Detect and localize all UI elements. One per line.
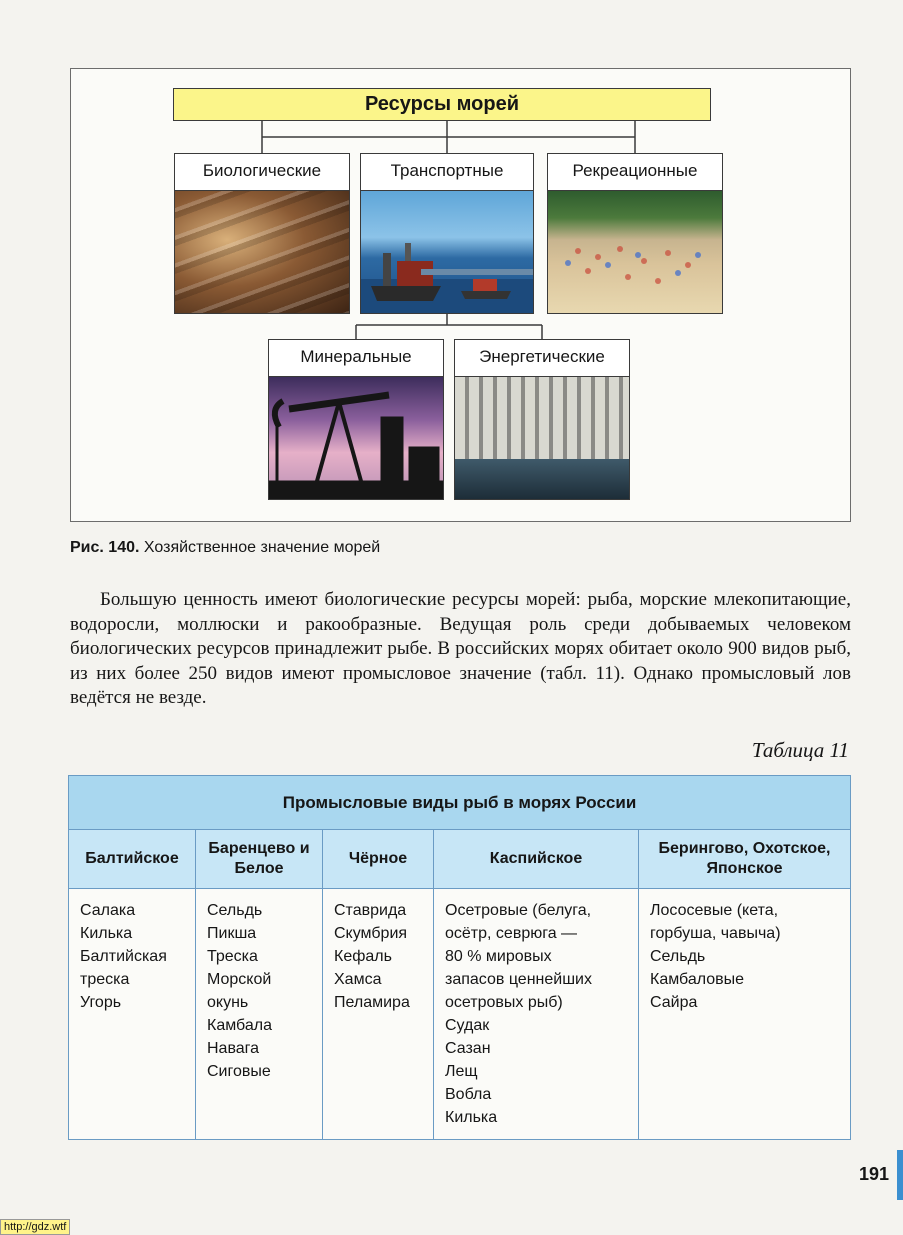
header-caspian: Каспийское xyxy=(434,830,639,889)
tidal-power-plant-photo xyxy=(455,377,629,499)
fish-item: запасов ценнейших xyxy=(445,971,592,988)
fish-item: Сазан xyxy=(445,1040,491,1057)
ship-icon xyxy=(361,191,533,313)
cell-barents-white xyxy=(196,889,323,1140)
fish-item: Лещ xyxy=(445,1063,478,1080)
fish-item: Килька xyxy=(80,925,133,942)
fish-item: Ставрида xyxy=(334,902,407,919)
fish-item: Сельдь xyxy=(207,902,263,919)
fish-item: Камбаловые xyxy=(650,971,745,988)
oil-pump-icon xyxy=(269,377,443,499)
fish-item: Сельдь xyxy=(650,948,706,965)
node-biological xyxy=(174,153,350,314)
node-label: Биологические xyxy=(175,154,349,191)
node-mineral xyxy=(268,339,444,500)
fish-item: Пикша xyxy=(207,925,257,942)
oil-pump-photo xyxy=(269,377,443,499)
fish-item: Килька xyxy=(445,1109,498,1126)
fish-item: горбуша, чавыча) xyxy=(650,925,781,942)
figure-number: Рис. 140. xyxy=(70,539,140,556)
table-row xyxy=(69,889,851,1140)
node-recreational xyxy=(547,153,723,314)
fish-item: Угорь xyxy=(80,994,122,1011)
cell-black xyxy=(323,889,434,1140)
fish-photo xyxy=(175,191,349,313)
fish-item: Пеламира xyxy=(334,994,410,1011)
fish-item: Салака xyxy=(80,902,136,919)
fish-item: Вобла xyxy=(445,1086,492,1103)
node-label: Рекреационные xyxy=(548,154,722,191)
fish-species-table xyxy=(68,775,851,1140)
fish-item: Навага xyxy=(207,1040,260,1057)
fish-item: Лососевые (кета, xyxy=(650,902,779,919)
fish-item: Скумбрия xyxy=(334,925,408,942)
figure-caption xyxy=(70,539,380,557)
beach-photo xyxy=(548,191,722,313)
header-far-east: Берингово, Охотское, Японское xyxy=(639,830,851,889)
figure-caption-text: Хозяйственное значение морей xyxy=(143,539,381,556)
body-paragraph: Большую ценность имеют биологические ресурсы морей: рыба, морские млекопитающие, водоросли, моллюски и ракообразные. Ведущая роль среди добываемых человеком биологических ресурсов принадлежит рыбе. В российских морях обитает около 900 видов рыб, из них более 250 видов имеют промысловое значение (табл. 11). Однако промысловый лов ведётся не везде. xyxy=(70,589,851,708)
ship-photo xyxy=(361,191,533,313)
table-header-row xyxy=(69,830,851,889)
fish-item: Сайра xyxy=(650,994,698,1011)
fish-item: 80 % мировых xyxy=(445,948,552,965)
node-transport xyxy=(360,153,534,314)
diagram-title: Ресурсы морей xyxy=(173,88,711,121)
fish-item: Кефаль xyxy=(334,948,392,965)
fish-item: осётр, севрюга — xyxy=(445,925,578,942)
fish-item: окунь xyxy=(207,994,249,1011)
cell-caspian xyxy=(434,889,639,1140)
cell-far-east xyxy=(639,889,851,1140)
fish-item: Осетровые (белуга, xyxy=(445,902,592,919)
site-link-badge[interactable]: http://gdz.wtf xyxy=(0,1219,70,1235)
node-label: Транспортные xyxy=(361,154,533,191)
fish-item: Треска xyxy=(207,948,258,965)
header-black: Чёрное xyxy=(323,830,434,889)
table-label: Таблица 11 xyxy=(751,738,849,762)
header-barents-white: Баренцево и Белое xyxy=(196,830,323,889)
fish-item: Балтийская xyxy=(80,948,167,965)
node-label: Энергетические xyxy=(455,340,629,377)
fish-item: осетровых рыб) xyxy=(445,994,563,1011)
fish-item: Камбала xyxy=(207,1017,272,1034)
fish-item: треска xyxy=(80,971,130,988)
page-number: 191 xyxy=(858,1164,889,1184)
fish-item: Морской xyxy=(207,971,272,988)
page-accent-bar xyxy=(897,1150,903,1200)
node-label: Минеральные xyxy=(269,340,443,377)
node-energy xyxy=(454,339,630,500)
figure-sea-resources xyxy=(70,68,851,522)
fish-item: Судак xyxy=(445,1017,490,1034)
fish-item: Хамса xyxy=(334,971,382,988)
header-baltic: Балтийское xyxy=(69,830,196,889)
fish-item: Сиговые xyxy=(207,1063,271,1080)
table-title: Промысловые виды рыб в морях России xyxy=(68,775,851,829)
cell-baltic xyxy=(69,889,196,1140)
beach-icon xyxy=(548,191,722,313)
